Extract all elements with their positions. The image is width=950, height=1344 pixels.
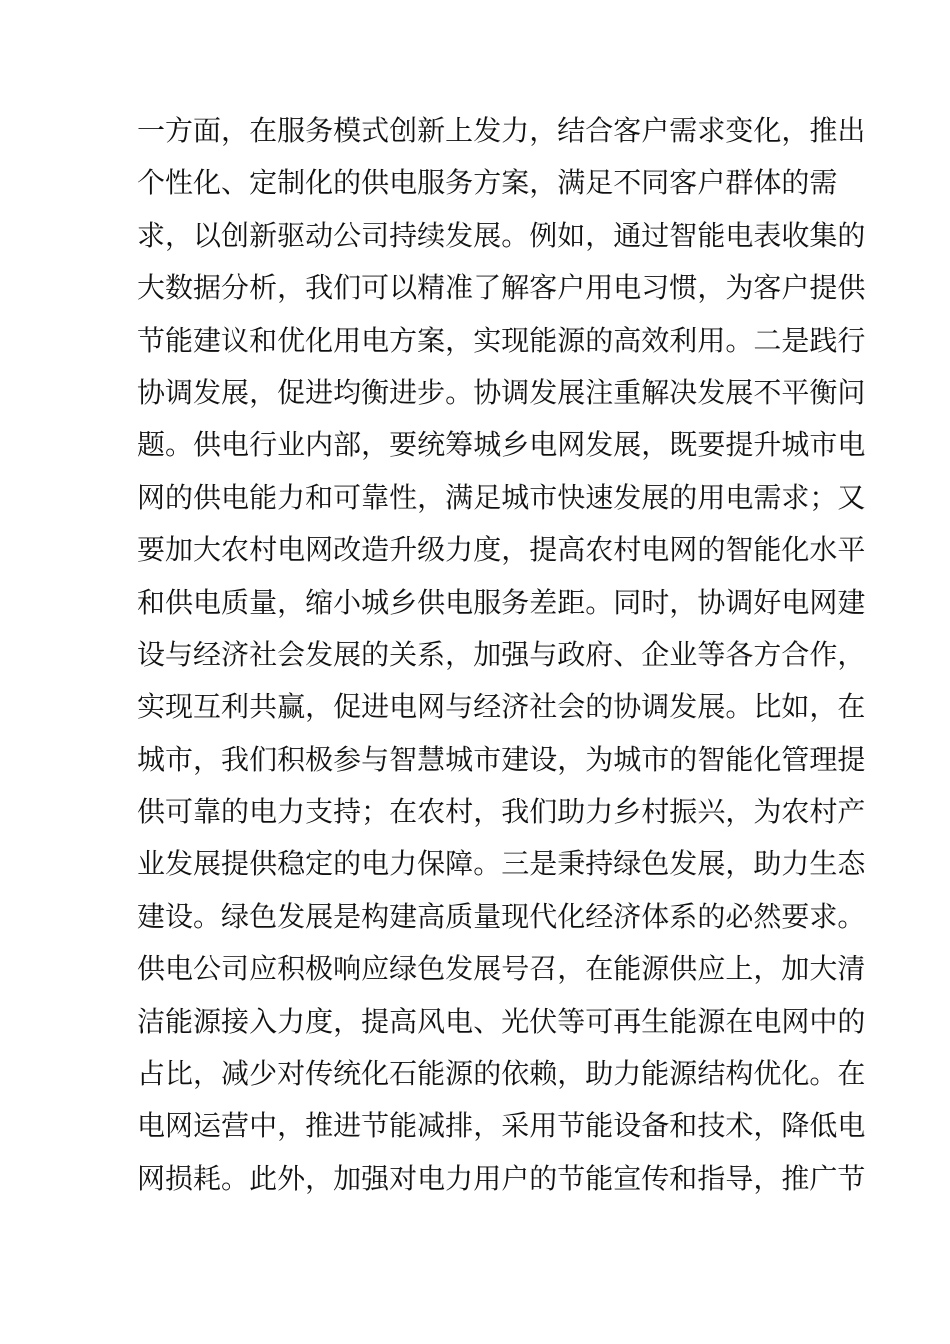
text-line: 协 调 发 展 ， 促 进 均 衡 进 步 。 协 调 发 展 注 重 解 决 发 展 不 平 衡 问 <box>137 375 866 409</box>
text-line: 求 ， 以 创 新 驱 动 公 司 持 续 发 展 。 例 如 ， 通 过 智 能 电 表 收 集 的 <box>137 218 866 252</box>
text-line: 占 比 ， 减 少 对 传 统 化 石 能 源 的 依 赖 ， 助 力 能 源 结 构 优 化 。 在 <box>137 1057 866 1091</box>
body-paragraph <box>137 111 866 1211</box>
text-line: 节 能 建 议 和 优 化 用 电 方 案 ， 实 现 能 源 的 高 效 利 用 。 二 是 践 行 <box>137 323 866 357</box>
text-line: 洁 能 源 接 入 力 度 ， 提 高 风 电 、 光 伏 等 可 再 生 能 源 在 电 网 中 的 <box>137 1004 866 1038</box>
text-line: 题 。 供 电 行 业 内 部 ， 要 统 筹 城 乡 电 网 发 展 ， 既 要 提 升 城 市 电 <box>137 428 866 462</box>
text-line: 和 供 电 质 量 ， 缩 小 城 乡 供 电 服 务 差 距 。 同 时 ， 协 调 好 电 网 建 <box>137 585 866 619</box>
text-line: 城 市 ， 我 们 积 极 参 与 智 慧 城 市 建 设 ， 为 城 市 的 智 能 化 管 理 提 <box>137 742 866 776</box>
text-line: 业 发 展 提 供 稳 定 的 电 力 保 障 。 三 是 秉 持 绿 色 发 展 ， 助 力 生 态 <box>137 847 866 881</box>
text-line: 网 损 耗 。 此 外 ， 加 强 对 电 力 用 户 的 节 能 宣 传 和 指 导 ， 推 广 节 <box>137 1161 866 1195</box>
text-line: 供 电 公 司 应 积 极 响 应 绿 色 发 展 号 召 ， 在 能 源 供 应 上 ， 加 大 清 <box>137 952 866 986</box>
text-line: 供 可 靠 的 电 力 支 持 ； 在 农 村 ， 我 们 助 力 乡 村 振 兴 ， 为 农 村 产 <box>137 795 866 829</box>
text-line: 实 现 互 利 共 赢 ， 促 进 电 网 与 经 济 社 会 的 协 调 发 展 。 比 如 ， 在 <box>137 690 866 724</box>
text-line: 个 性 化 、 定 制 化 的 供 电 服 务 方 案 ， 满 足 不 同 客 户 群 体 的 需 <box>137 166 838 200</box>
text-line: 大 数 据 分 析 ， 我 们 可 以 精 准 了 解 客 户 用 电 习 惯 ， 为 客 户 提 供 <box>137 271 866 305</box>
text-line: 一 方 面 ， 在 服 务 模 式 创 新 上 发 力 ， 结 合 客 户 需 求 变 化 ， 推 出 <box>137 114 866 147</box>
text-line: 电 网 运 营 中 ， 推 进 节 能 减 排 ， 采 用 节 能 设 备 和 技 术 ， 降 低 电 <box>137 1109 866 1143</box>
text-line: 建 设 。 绿 色 发 展 是 构 建 高 质 量 现 代 化 经 济 体 系 的 必 然 要 求 。 <box>137 899 866 933</box>
text-line: 设 与 经 济 社 会 发 展 的 关 系 ， 加 强 与 政 府 、 企 业 等 各 方 合 作 ， <box>137 637 866 671</box>
text-line: 要 加 大 农 村 电 网 改 造 升 级 力 度 ， 提 高 农 村 电 网 的 智 能 化 水 平 <box>137 533 866 567</box>
text-line: 网 的 供 电 能 力 和 可 靠 性 ， 满 足 城 市 快 速 发 展 的 用 电 需 求 ； 又 <box>137 480 866 514</box>
